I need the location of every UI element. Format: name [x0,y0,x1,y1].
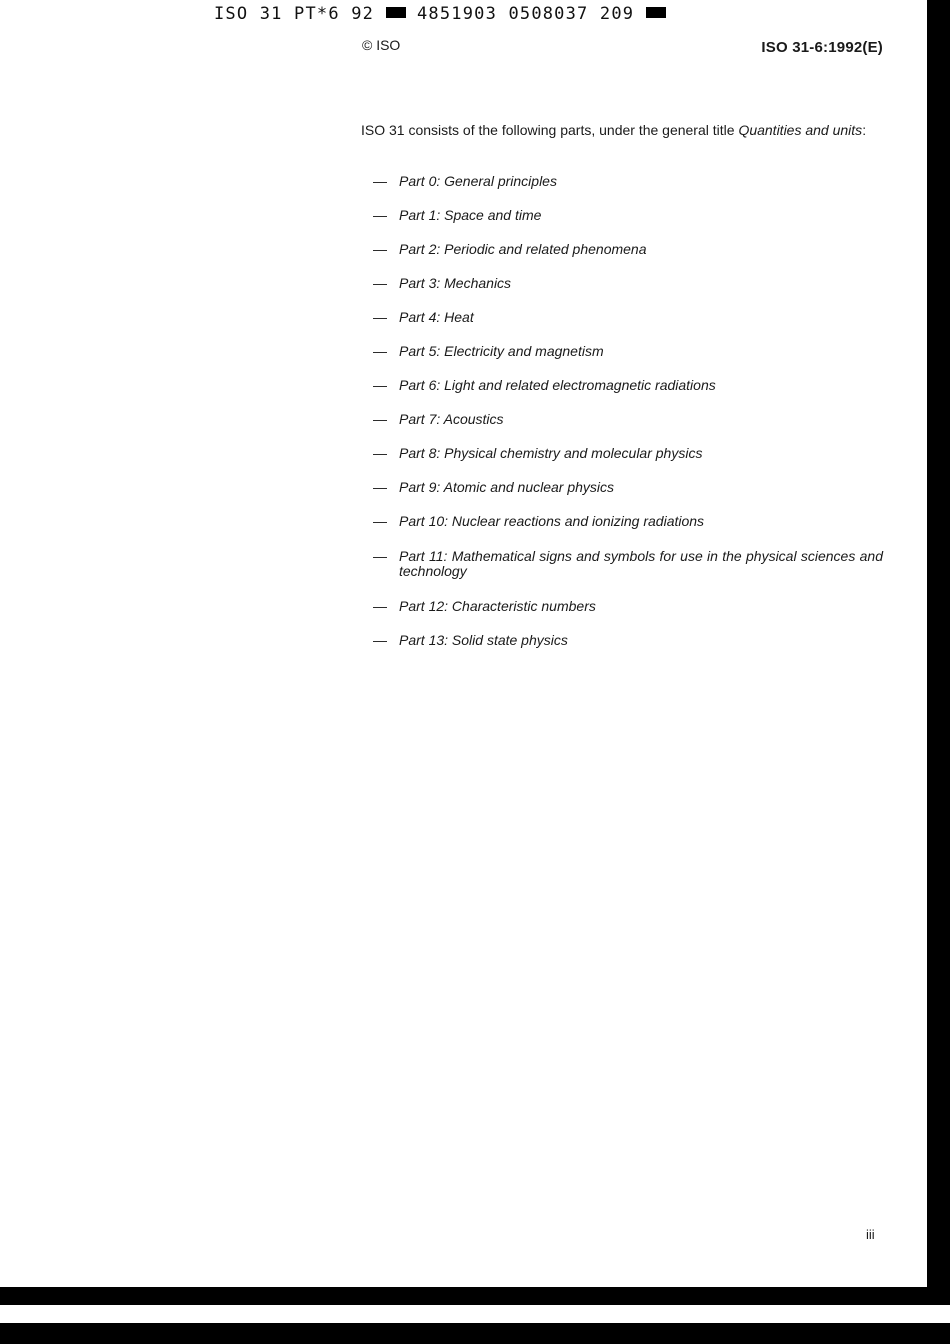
part-label: Part 2: Periodic and related phenomena [399,241,647,257]
page-number: iii [866,1227,875,1242]
scan-border-bottom-lower [0,1323,950,1344]
dash-bullet: — [373,479,387,495]
list-item [373,480,883,495]
copyright-label: © ISO [362,37,401,53]
dash-bullet: — [373,513,387,529]
part-label: Part 11: Mathematical signs and symbols for use in the physical sciences and technology [399,548,883,579]
scan-border-right [927,0,950,1344]
tracking-code-prefix: ISO 31 PT*6 92 [214,4,375,24]
list-item [373,208,883,223]
list-item [373,242,883,257]
part-label: Part 6: Light and related electromagnetic radiations [399,377,716,393]
part-label: Part 8: Physical chemistry and molecular physics [399,445,703,461]
list-item [373,514,883,529]
dash-bullet: — [373,241,387,257]
intro-text: ISO 31 consists of the following parts, under the general title [361,122,739,138]
part-label: Part 0: General principles [399,173,557,189]
scan-border-gap [0,1305,950,1323]
dash-bullet: — [373,275,387,291]
dash-bullet: — [373,343,387,359]
list-item [373,446,883,461]
part-label: Part 9: Atomic and nuclear physics [399,479,615,495]
dash-bullet: — [373,598,387,614]
part-label: Part 3: Mechanics [399,275,512,291]
part-label: Part 4: Heat [399,309,474,325]
part-label: Part 12: Characteristic numbers [399,598,596,614]
dash-bullet: — [373,411,387,427]
part-label: Part 7: Acoustics [399,411,504,427]
dash-bullet: — [373,309,387,325]
list-item [373,378,883,393]
dash-bullet: — [373,632,387,648]
list-item [373,310,883,325]
list-item [373,174,883,189]
general-title: Quantities and units [738,122,863,138]
part-label: Part 5: Electricity and magnetism [399,343,604,359]
dash-bullet: — [373,377,387,393]
standard-identifier: ISO 31-6:1992(E) [761,39,883,56]
list-item [373,344,883,359]
dash-bullet: — [373,548,387,564]
part-label: Part 10: Nuclear reactions and ionizing radiations [399,513,705,529]
list-item [373,549,883,579]
list-item [373,412,883,427]
dash-bullet: — [373,207,387,223]
list-item [373,599,883,614]
intro-colon: : [862,122,867,138]
tracking-code-number: 4851903 0508037 209 [416,4,635,24]
list-item [373,276,883,291]
dash-bullet: — [373,173,387,189]
part-label: Part 13: Solid state physics [399,632,568,648]
part-label: Part 1: Space and time [399,207,542,223]
dash-bullet: — [373,445,387,461]
list-item [373,633,883,648]
